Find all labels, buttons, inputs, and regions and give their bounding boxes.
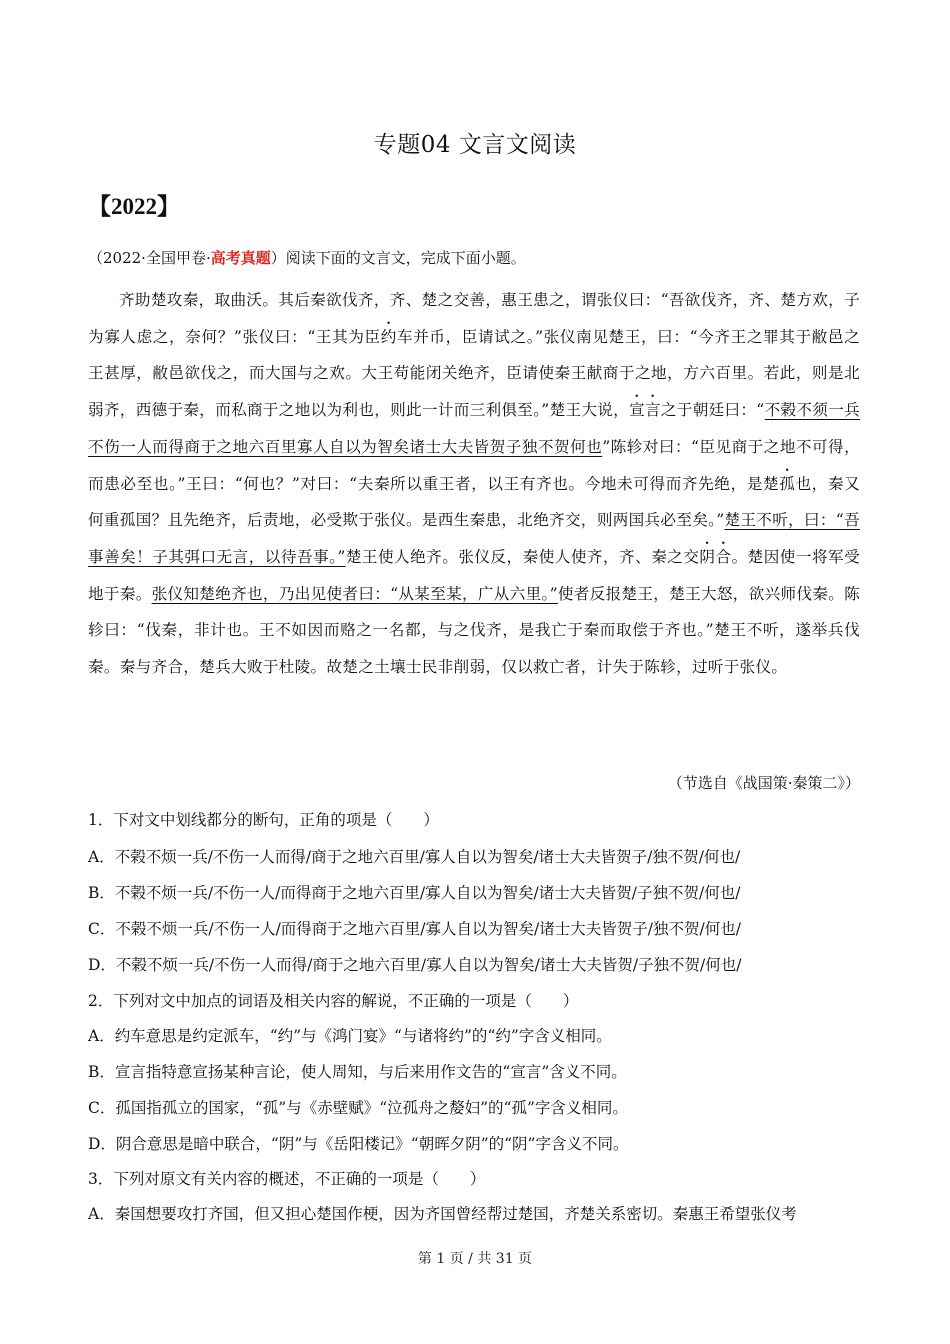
passage-text: 车并币，臣请试之。”张仪南见楚王，曰：“今齐王之罪其于敝邑之王甚厚，敝邑欲伐之，而大国与之欢。大王苟能闭关绝齐，臣请使秦王献商于之地，方六百里。若此，则是北弱齐，西德于秦，而私商于之地以为利也，则此一计而三利俱至。”楚王大说， [88,327,860,420]
answer-option: A．约车意思是约定派车，“约”与《鸿门宴》“与诸将约”的“约”字含义相同。 [88,1027,612,1045]
source-highlight: 高考真题 [210,249,271,267]
passage-text: 齐助楚攻秦，取曲沃。其后秦欲伐齐，齐、楚之交善，惠王患之，谓张仪曰：“吾欲伐齐，齐、楚方欢，子为寡人虑之，奈何？”张仪曰：“王其为臣 [88,291,860,346]
dotted-word: 阴合 [699,547,732,566]
question-stem: 3．下列对原文有关内容的概述，不正确的一项是（ ） [88,1170,486,1188]
answer-option: A．秦国想要攻打齐国，但又担心楚国作梗，因为齐国曾经帮过楚国，齐楚关系密切。秦惠王希望张仪考 [88,1205,797,1223]
question-source [88,248,526,268]
passage-text: ”陈轸对曰：“臣见商于之地不可得，而患必至也。”王曰：“何也？”对曰：“夫秦所以重王者，以王有齐也。今地未可得而齐先绝，是楚 [88,437,860,493]
answer-option: B．不榖不烦一兵/不伤一人/而得商于之地六百里/寡人自以为智矣/诸士大夫皆贺/子独不贺/何也/ [88,884,741,902]
answer-option: D．阴合意思是暗中联合，“阴”与《岳阳楼记》“朝晖夕阴”的“阴”字含义不同。 [88,1135,629,1153]
underlined-sentence: 不榖不须一兵不伤一人而得商于之地六百里寡人自以为智矣诸士大夫皆贺子独不贺何也 [88,401,860,456]
answer-option: B．宣言指特意宣扬某种言论，使人周知，与后来用作文告的“宣言”含义不同。 [88,1063,627,1081]
answer-option: C．孤国指孤立的国家，“孤”与《赤壁赋》“泣孤舟之嫠妇”的“孤”字含义相同。 [88,1099,628,1117]
page-footer: 第 1 页 / 共 31 页 [417,1251,533,1267]
section-year-heading: 【2022】 [88,194,180,219]
passage-text: 也，秦又何重孤国？且先绝齐，后责地，必受欺于张仪。是西生秦患，北绝齐交，则两国兵必至矣。” [88,474,860,530]
classical-passage [88,282,860,686]
passage-text: 使者反报楚王，楚王大怒，欲兴师伐秦。陈轸曰：“伐秦，非计也。王不如因而赂之一名都，与之伐齐，是我亡于秦而取偿于齐也。”楚王不听，遂举兵伐秦。秦与齐合，楚兵大败于杜陵。故楚之土壤士民非削弱，仅以救亡者，计失于陈轸，过听于张仪。 [88,584,861,677]
dotted-word: 孤 [779,474,796,493]
page-title: 专题04 文言文阅读 [373,132,577,158]
answer-option: C．不榖不烦一兵/不伤一人/而得商于之地六百里/寡人自以为智矣/诸士大夫皆贺子/独不贺/何也/ [88,920,741,938]
underlined-sentence: 楚王不听，曰：“吾事善矣！子其弭口无言，以待吾事。” [88,511,860,566]
answer-option: D．不榖不烦一兵/不伤一人而得/商于之地六百里/寡人自以为智矣/诸士大夫皆贺/子独不贺/何也/ [88,956,742,974]
dotted-word: 约 [380,327,397,346]
question-stem: 1．下对文中划线都分的断句，正角的项是（ ） [88,811,439,829]
source-suffix: ）阅读下面的文言文，完成下面小题。 [270,249,526,267]
citation: （节选自《战国策·秦策二》） [667,774,860,792]
passage-text: 之于朝廷曰：“ [660,401,765,420]
underlined-sentence: 张仪知楚绝齐也，乃出见使者曰：“从某至某，广从六里。” [151,584,558,603]
dotted-word: 宣言 [629,401,661,420]
source-prefix: （2022·全国甲卷· [88,249,211,267]
question-stem: 2．下列对文中加点的词语及相关内容的解说，不正确的一项是（ ） [88,992,579,1010]
passage-text: 。楚因使一将军受地于秦。 [88,547,860,603]
answer-option: A．不榖不烦一兵/不伤一人而得/商于之地六百里/寡人自以为智矣/诸士大夫皆贺子/独不贺/何也/ [88,848,741,866]
passage-text: 楚王使人绝齐。张仪反，秦使人使齐，齐、秦之交 [345,547,700,566]
